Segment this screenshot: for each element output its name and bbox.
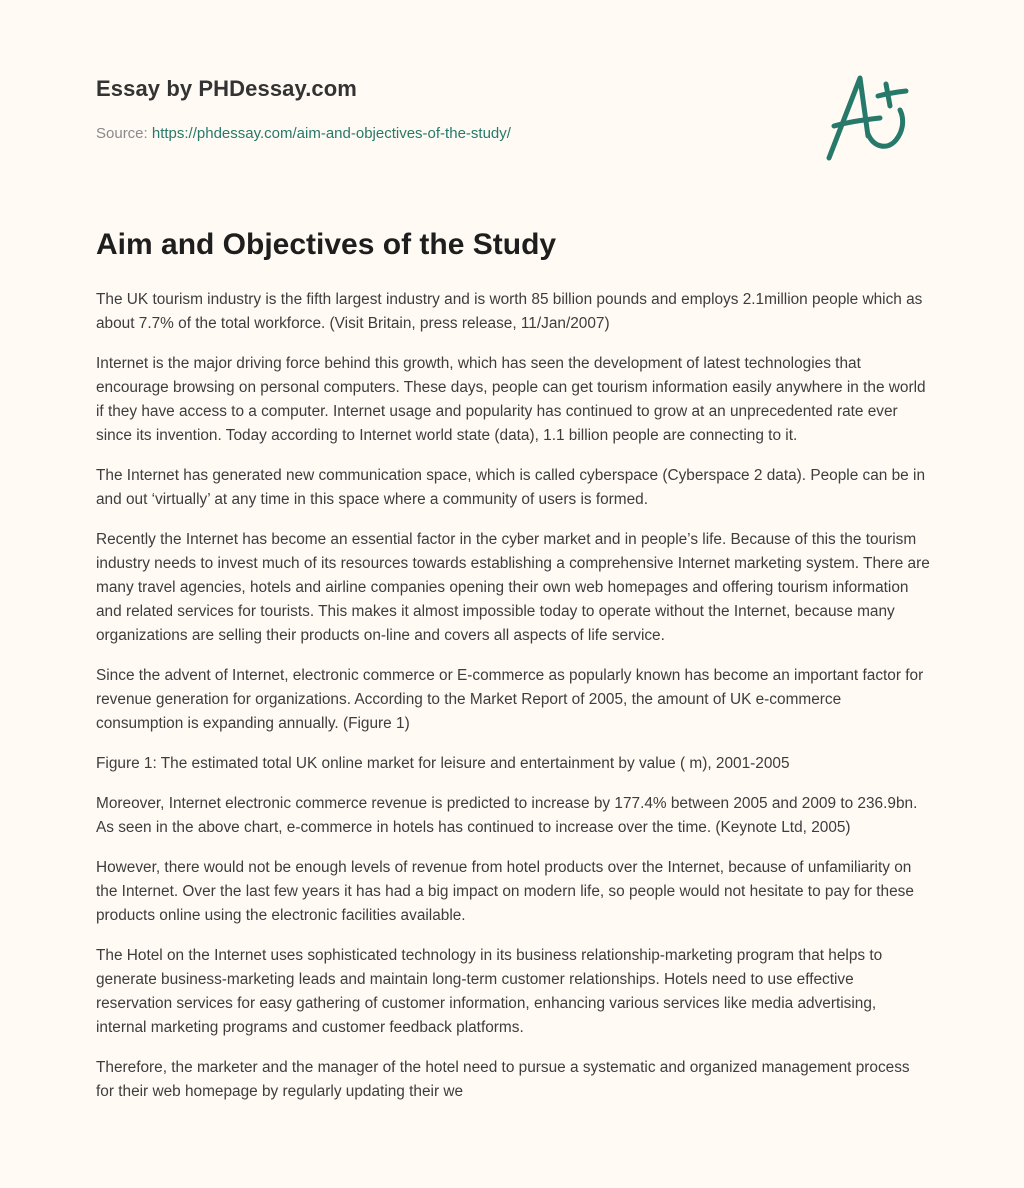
paragraph: However, there would not be enough levels of revenue from hotel products over the Internet, because of unfamiliarity on the Internet. Over the last few years it has had a big impact on modern life, so people would not hesitate to pay for these products online using the electronic facilities available.: [96, 859, 914, 924]
source-line: [96, 124, 796, 144]
site-title: Essay by PHDessay.com: [96, 76, 357, 101]
paragraph: The Hotel on the Internet uses sophisticated technology in its business relationship-marketing program that helps to generate business-marketing leads and maintain long-term customer relationships. Hotels need to use effective reservation services for easy gathering of customer information, enhancing various services like media advertising, internal marketing programs and customer feedback platforms.: [96, 947, 883, 1036]
essay-article: [96, 224, 930, 1120]
source-label: Source:: [96, 125, 152, 142]
paragraph: Recently the Internet has become an essential factor in the cyber market and in people’s life. Because of this the tourism industry needs to invest much of its resources towards establishing a comprehensive Internet marketing system. There are many travel agencies, hotels and airline companies opening their own web homepages and offering tourism information and related services for tourists. This makes it almost impossible today to operate without the Internet, because many organizations are selling their products on-line and covers all aspects of life service.: [96, 531, 930, 644]
source-link[interactable]: https://phdessay.com/aim-and-objectives-of-the-study/: [151, 125, 511, 142]
paragraph: Internet is the major driving force behind this growth, which has seen the development of latest technologies that encourage browsing on personal computers. These days, people can get tourism information easily anywhere in the world if they have access to a computer. Internet usage and popularity has continued to grow at an unprecedented rate ever since its invention. Today according to Internet world state (data), 1.1 billion people are connecting to it.: [96, 355, 926, 444]
paragraph: Therefore, the marketer and the manager of the hotel need to pursue a systematic and organized management process for their web homepage by regularly updating their we: [96, 1059, 910, 1100]
a-plus-grade-icon: [820, 66, 930, 166]
paragraph: The UK tourism industry is the fifth largest industry and is worth 85 billion pounds and employs 2.1million people which as about 7.7% of the total workforce. (Visit Britain, press release, 11/Jan/2007): [96, 291, 923, 332]
paragraph: The Internet has generated new communication space, which is called cyberspace (Cyberspace 2 data). People can be in and out ‘virtually’ at any time in this space where a community of users is formed.: [96, 467, 925, 508]
paragraph: Since the advent of Internet, electronic commerce or E-commerce as popularly known has become an important factor for revenue generation for organizations. According to the Market Report of 2005, the amount of UK e-commerce consumption is expanding annually. (Figure 1): [96, 667, 924, 732]
figure-caption: Figure 1: The estimated total UK online market for leisure and entertainment by value ( m), 2001-2005: [96, 755, 790, 772]
page-title: Aim and Objectives of the Study: [96, 228, 557, 261]
essay-header: [96, 74, 796, 144]
paragraph: Moreover, Internet electronic commerce revenue is predicted to increase by 177.4% between 2005 and 2009 to 236.9bn. As seen in the above chart, e-commerce in hotels has continued to increase over the time. (Keynote Ltd, 2005): [96, 795, 918, 836]
